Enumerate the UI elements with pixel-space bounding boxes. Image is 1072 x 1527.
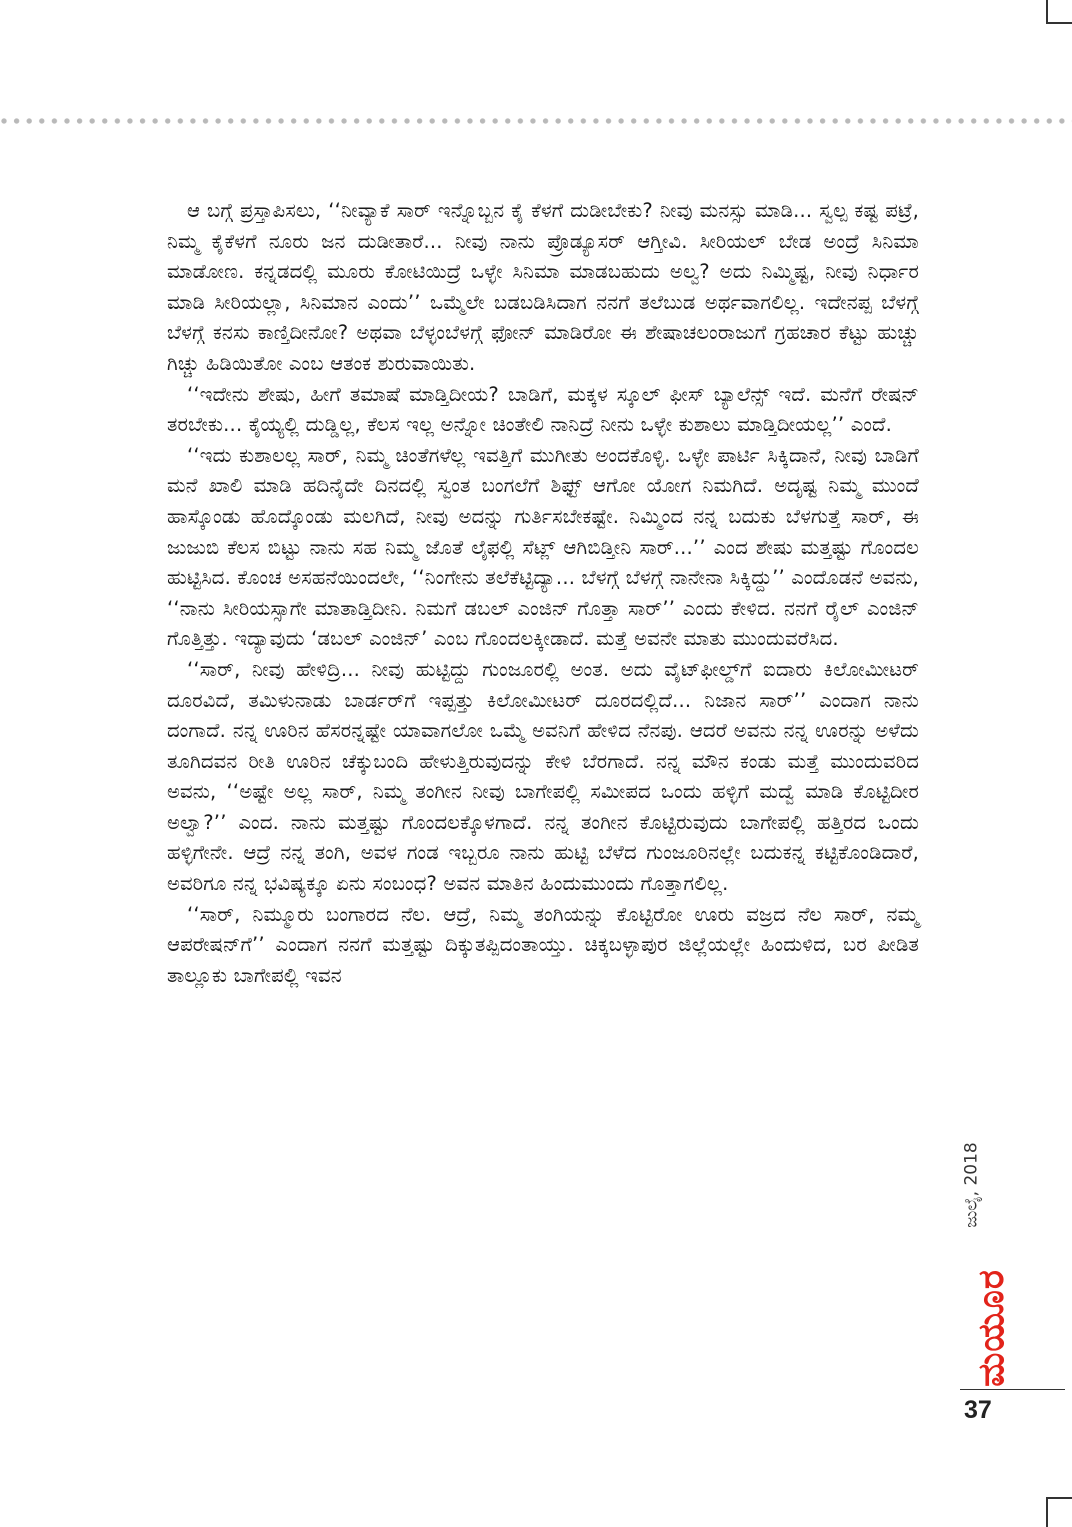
article-paragraph: ಆ ಬಗ್ಗೆ ಪ್ರಸ್ತಾಪಿಸಲು, ‘‘ನೀವ್ಯಾಕೆ ಸಾರ್ ಇನ್ನೊಬ್ಬನ ಕೈ ಕೆಳಗೆ ದುಡೀಬೇಕು? ನೀವು ಮನಸ್ಸು ಮಾಡಿ... ಸ್ವಲ್ಪ ಕಷ್ಟ ಪಟ್ರೆ, ನಿಮ್ಮ ಕೈಕೆಳಗೆ ನೂರು ಜನ ದುಡೀತಾರೆ... ನೀವು ನಾನು ಪ್ರೊಡ್ಯೂಸರ್ ಆಗ್ತೀವಿ. ಸೀರಿಯಲ್ ಬೇಡ ಅಂದ್ರೆ ಸಿನಿಮಾ ಮಾಡೋಣ. ಕನ್ನಡದಲ್ಲಿ ಮೂರು ಕೋಟಿಯಿದ್ರೆ ಒಳ್ಳೇ ಸಿನಿಮಾ ಮಾಡಬಹುದು ಅಲ್ವ? ಅದು ನಿಮ್ಮಿಷ್ಟ, ನೀವು ನಿರ್ಧಾರ ಮಾಡಿ ಸೀರಿಯಲ್ಲಾ, ಸಿನಿಮಾನ ಎಂದು’’ ಒಮ್ಮೆಲೇ ಬಡಬಡಿಸಿದಾಗ ನನಗೆ ತಲೆಬುಡ ಅರ್ಥವಾಗಲಿಲ್ಲ. ಇದೇನಪ್ಪ ಬೆಳಗ್ಗೆ ಬೆಳಗ್ಗೆ ಕನಸು ಕಾಣ್ತಿದೀನೋ? ಅಥವಾ ಬೆಳ್ಳಂಬೆಳಗ್ಗೆ ಫೋನ್ ಮಾಡಿರೋ ಈ ಶೇಷಾಚಲಂರಾಜುಗೆ ಗ್ರಹಚಾರ ಕೆಟ್ಟು ಹುಚ್ಚು ಗಿಚ್ಚು ಹಿಡಿಯಿತೋ ಎಂಬ ಆತಂಕ ಶುರುವಾಯಿತು.	[167, 199, 919, 375]
article-paragraph: ‘‘ಸಾರ್, ನೀವು ಹೇಳಿದ್ರಿ... ನೀವು ಹುಟ್ಟಿದ್ದು ಗುಂಜೂರಲ್ಲಿ ಅಂತ. ಅದು ವೈಟ್‌ಫೀಲ್ಡ್‌ಗೆ ಐದಾರು ಕಿಲೋಮೀಟರ್ ದೂರವಿದೆ, ತಮಿಳುನಾಡು ಬಾರ್ಡರ್‌ಗೆ ಇಪ್ಪತ್ತು ಕಿಲೋಮೀಟರ್ ದೂರದಲ್ಲಿದೆ... ನಿಜಾನ ಸಾರ್’’ ಎಂದಾಗ ನಾನು ದಂಗಾದೆ. ನನ್ನ ಊರಿನ ಹೆಸರನ್ನಷ್ಟೇ ಯಾವಾಗಲೋ ಒಮ್ಮೆ ಅವನಿಗೆ ಹೇಳಿದ ನೆನಪು. ಆದರೆ ಅವನು ನನ್ನ ಊರನ್ನು ಅಳೆದು ತೂಗಿದವನ ರೀತಿ ಊರಿನ ಚೆಕ್ಕುಬಂದಿ ಹೇಳುತ್ತಿರುವುದನ್ನು ಕೇಳಿ ಬೆರಗಾದೆ. ನನ್ನ ಮೌನ ಕಂಡು ಮತ್ತೆ ಮುಂದುವರಿದ ಅವನು, ‘‘ಅಷ್ಟೇ ಅಲ್ಲ ಸಾರ್, ನಿಮ್ಮ ತಂಗೀನ ನೀವು ಬಾಗೇಪಲ್ಲಿ ಸಮೀಪದ ಒಂದು ಹಳ್ಳಿಗೆ ಮದ್ವೆ ಮಾಡಿ ಕೊಟ್ಟಿದೀರ ಅಲ್ವಾ?’’ ಎಂದ. ನಾನು ಮತ್ತಷ್ಟು ಗೊಂದಲಕ್ಕೊಳಗಾದೆ. ನನ್ನ ತಂಗೀನ ಕೊಟ್ಟಿರುವುದು ಬಾಗೇಪಲ್ಲಿ ಹತ್ತಿರದ ಒಂದು ಹಳ್ಳಿಗೇನೇ. ಆದ್ರೆ ನನ್ನ ತಂಗಿ, ಅವಳ ಗಂಡ ಇಬ್ಬರೂ ನಾನು ಹುಟ್ಟಿ ಬೆಳೆದ ಗುಂಜೂರಿನಲ್ಲೇ ಬದುಕನ್ನ ಕಟ್ಟಿಕೊಂಡಿದಾರೆ, ಅವರಿಗೂ ನನ್ನ ಭವಿಷ್ಯಕ್ಕೂ ಏನು ಸಂಬಂಧ? ಅವನ ಮಾತಿನ ಹಿಂದುಮುಂದು ಗೊತ್ತಾಗಲಿಲ್ಲ.	[167, 657, 919, 896]
magazine-logo	[947, 1269, 1037, 1387]
magazine-name: ಮಯೂರ	[971, 1269, 1012, 1387]
article-body	[167, 196, 919, 991]
article-paragraph: ‘‘ಸಾರ್, ನಿಮ್ಮೂರು ಬಂಗಾರದ ನೆಲ. ಆದ್ರೆ, ನಿಮ್ಮ ತಂಗಿಯನ್ನು ಕೊಟ್ಟಿರೋ ಊರು ವಜ್ರದ ನೆಲ ಸಾರ್, ನಮ್ಮ ಆಪರೇಷನ್‌ಗೆ’’ ಎಂದಾಗ ನನಗೆ ಮತ್ತಷ್ಟು ದಿಕ್ಕುತಪ್ಪಿದಂತಾಯ್ತು. ಚಿಕ್ಕಬಳ್ಳಾಪುರ ಜಿಲ್ಲೆಯಲ್ಲೇ ಹಿಂದುಳಿದ, ಬರ ಪೀಡಿತ ತಾಲ್ಲೂಕು ಬಾಗೇಪಲ್ಲಿ ಇವನ	[167, 902, 919, 987]
issue-date	[947, 1100, 997, 1270]
page-number: 37	[964, 1396, 992, 1424]
bottom-crop-mark	[1046, 1497, 1072, 1527]
article-paragraph: ‘‘ಇದೇನು ಶೇಷು, ಹೀಗೆ ತಮಾಷೆ ಮಾಡ್ತಿದೀಯ? ಬಾಡಿಗೆ, ಮಕ್ಕಳ ಸ್ಕೂಲ್ ಫೀಸ್ ಬ್ಯಾಲೆನ್ಸ್ ಇದೆ. ಮನೆಗೆ ರೇಷನ್ ತರಬೇಕು... ಕೈಯ್ಯಲ್ಲಿ ದುಡ್ಡಿಲ್ಲ, ಕೆಲಸ ಇಲ್ಲ ಅನ್ನೋ ಚಿಂತೇಲಿ ನಾನಿದ್ರೆ ನೀನು ಒಳ್ಳೇ ಕುಶಾಲು ಮಾಡ್ತಿದೀಯಲ್ಲ’’ ಎಂದೆ.	[167, 382, 919, 437]
top-crop-mark	[1046, 0, 1072, 24]
dotted-separator	[0, 117, 1072, 125]
article-paragraph: ‘‘ಇದು ಕುಶಾಲಲ್ಲ ಸಾರ್, ನಿಮ್ಮ ಚಿಂತೆಗಳೆಲ್ಲ ಇವತ್ತಿಗೆ ಮುಗೀತು ಅಂದಕೊಳ್ಳಿ. ಒಳ್ಳೇ ಪಾರ್ಟಿ ಸಿಕ್ಕಿದಾನೆ, ನೀವು ಬಾಡಿಗೆ ಮನೆ ಖಾಲಿ ಮಾಡಿ ಹದಿನೈದೇ ದಿನದಲ್ಲಿ ಸ್ವಂತ ಬಂಗಲೆಗೆ ಶಿಫ್ಟ್ ಆಗೋ ಯೋಗ ನಿಮಗಿದೆ. ಅದೃಷ್ಟ ನಿಮ್ಮ ಮುಂದೆ ಹಾಸ್ಕೊಂಡು ಹೊದ್ಕೊಂಡು ಮಲಗಿದೆ, ನೀವು ಅದನ್ನು ಗುರ್ತಿಸಬೇಕಷ್ಟೇ. ನಿಮ್ಮಿಂದ ನನ್ನ ಬದುಕು ಬೆಳಗುತ್ತೆ ಸಾರ್, ಈ ಜುಜುಬಿ ಕೆಲಸ ಬಿಟ್ಟು ನಾನು ಸಹ ನಿಮ್ಮ ಜೊತೆ ಲೈಫಲ್ಲಿ ಸೆಟ್ಲ್ ಆಗಿಬಿಡ್ತೀನಿ ಸಾರ್...’’ ಎಂದ ಶೇಷು ಮತ್ತಷ್ಟು ಗೊಂದಲ ಹುಟ್ಟಿಸಿದ. ಕೊಂಚ ಅಸಹನೆಯಿಂದಲೇ, ‘‘ನಿಂಗೇನು ತಲೆಕೆಟ್ಟಿದ್ಯಾ... ಬೆಳಗ್ಗೆ ಬೆಳಗ್ಗೆ ನಾನೇನಾ ಸಿಕ್ಕಿದ್ದು’’ ಎಂದೊಡನೆ ಅವನು, ‘‘ನಾನು ಸೀರಿಯಸ್ಸಾಗೇ ಮಾತಾಡ್ತಿದೀನಿ. ನಿಮಗೆ ಡಬಲ್ ಎಂಜಿನ್ ಗೊತ್ತಾ ಸಾರ್’’ ಎಂದು ಕೇಳಿದ. ನನಗೆ ರೈಲ್ ಎಂಜಿನ್ ಗೊತ್ತಿತ್ತು. ಇದ್ಯಾವುದು ‘ಡಬಲ್ ಎಂಜಿನ್’ ಎಂಬ ಗೊಂದಲಕ್ಕೀಡಾದೆ. ಮತ್ತೆ ಅವನೇ ಮಾತು ಮುಂದುವರೆಸಿದ.	[167, 443, 919, 651]
issue-date-label: ಜುಲೈ, 2018	[962, 1142, 982, 1228]
folio-rule	[960, 1389, 1065, 1390]
